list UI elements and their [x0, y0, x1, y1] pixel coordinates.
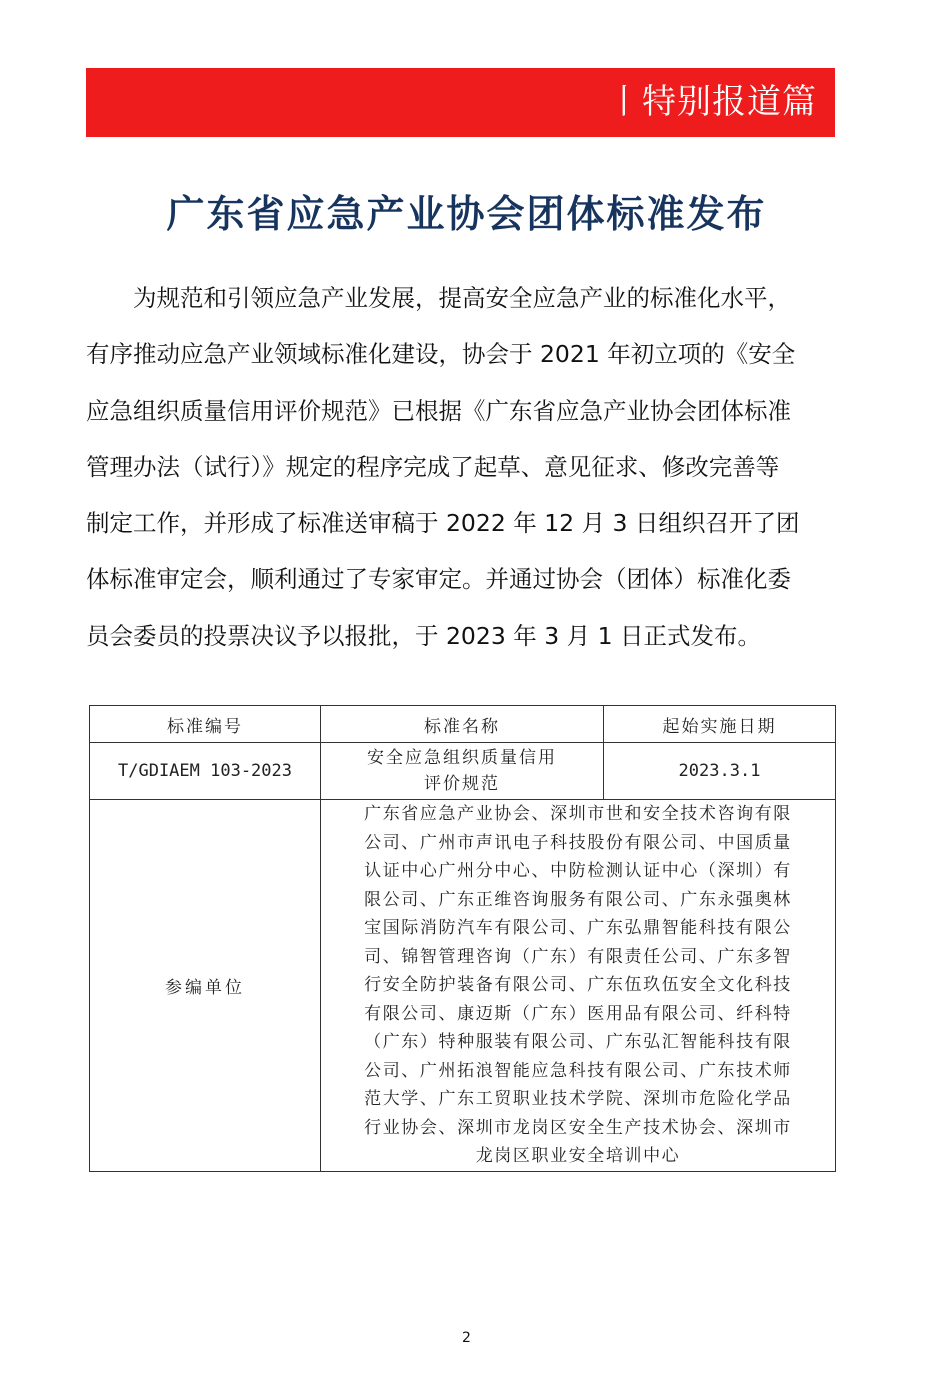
paragraph-line: 管理办法（试行）》规定的程序完成了起草、意见征求、修改完善等 [86, 452, 780, 481]
header-standard-name: 标准名称 [321, 706, 604, 743]
participating-units-cell [321, 800, 836, 1172]
unit-line: 行业协会、深圳市龙岗区安全生产技术协会、深圳市 [364, 1117, 792, 1138]
standard-code-cell: T/GDIAEM 103-2023 [90, 743, 321, 800]
unit-line: 司、锦智管理咨询（广东）有限责任公司、广东多智 [364, 946, 792, 967]
table-row [90, 743, 836, 800]
section-banner-label: 丨特别报道篇 [607, 82, 817, 122]
article-paragraph [86, 270, 838, 664]
standard-name-line: 安全应急组织质量信用 [367, 748, 557, 768]
header-standard-code: 标准编号 [90, 706, 321, 743]
standard-name-line: 评价规范 [424, 774, 500, 794]
unit-line: 宝国际消防汽车有限公司、广东弘鼎智能科技有限公 [364, 918, 792, 938]
participating-units-label: 参编单位 [90, 800, 321, 1172]
standard-name-cell [321, 743, 604, 800]
paragraph-line: 员会委员的投票决议予以报批，于 2023 年 3 月 1 日正式发布。 [86, 621, 762, 650]
unit-line: 公司、广州拓浪智能应急科技有限公司、广东技术师 [364, 1060, 792, 1081]
unit-line: 广东省应急产业协会、深圳市世和安全技术咨询有限 [364, 804, 792, 824]
paragraph-line: 制定工作，并形成了标准送审稿于 2022 年 12 月 3 日组织召开了团 [86, 509, 800, 538]
page-number: 2 [462, 1330, 471, 1346]
paragraph-line: 有序推动应急产业领域标准化建设，协会于 2021 年初立项的《安全 [86, 340, 796, 369]
unit-line: 行安全防护装备有限公司、广东伍玖伍安全文化科技 [364, 975, 792, 995]
page-title: 广东省应急产业协会团体标准发布 [166, 192, 767, 236]
paragraph-line: 为规范和引领应急产业发展，提高安全应急产业的标准化水平， [86, 284, 791, 312]
table-row [90, 800, 836, 1172]
unit-line: 龙岗区职业安全培训中心 [475, 1146, 681, 1166]
standard-info-table [89, 705, 836, 1172]
unit-line: 公司、广州市声讯电子科技股份有限公司、中国质量 [364, 832, 792, 853]
unit-line: 范大学、广东工贸职业技术学院、深圳市危险化学品 [364, 1089, 792, 1109]
paragraph-line: 应急组织质量信用评价规范》已根据《广东省应急产业协会团体标准 [86, 396, 791, 425]
unit-line: 有限公司、康迈斯（广东）医用品有限公司、纤科特 [364, 1003, 792, 1024]
unit-line: 认证中心广州分中心、中防检测认证中心（深圳）有 [364, 861, 792, 881]
paragraph-line: 体标准审定会，顺利通过了专家审定。并通过协会（团体）标准化委 [86, 565, 791, 594]
unit-line: （广东）特种服装有限公司、广东弘汇智能科技有限 [364, 1032, 792, 1052]
table-header-row [90, 706, 836, 743]
header-effective-date: 起始实施日期 [604, 706, 836, 743]
unit-line: 限公司、广东正维咨询服务有限公司、广东永强奥林 [364, 889, 792, 910]
effective-date-cell: 2023.3.1 [604, 743, 836, 800]
section-banner [86, 68, 835, 137]
